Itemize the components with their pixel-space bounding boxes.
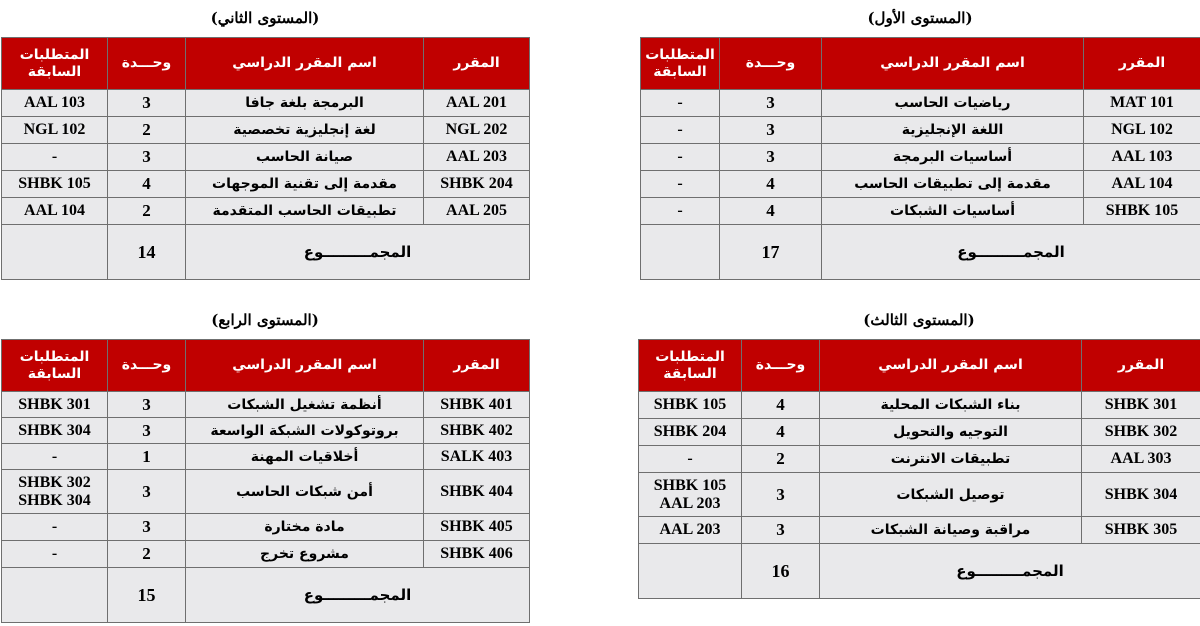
- table-row: [639, 517, 1200, 544]
- prereq-line: AAL 203: [659, 494, 721, 512]
- course-units: 2: [108, 541, 186, 568]
- course-name: اللغة الإنجليزية: [822, 117, 1084, 144]
- header-code: المقرر: [1082, 340, 1200, 392]
- course-prereq: [639, 473, 742, 517]
- level-3-table: [638, 339, 1200, 599]
- course-prereq: -: [639, 446, 742, 473]
- course-name: أمن شبكات الحاسب: [186, 470, 424, 514]
- course-prereq: -: [641, 90, 720, 117]
- table-row: [639, 446, 1200, 473]
- course-code: SHBK 405: [424, 514, 530, 541]
- course-code: AAL 203: [424, 144, 530, 171]
- course-units: 4: [720, 171, 822, 198]
- course-code: SHBK 304: [1082, 473, 1200, 517]
- header-units: وحـــدة: [742, 340, 820, 392]
- table-row: [639, 473, 1200, 517]
- course-name: لغة إنجليزية تخصصية: [186, 117, 424, 144]
- header-prereq: المتطلبات السابقة: [641, 38, 720, 90]
- course-name: أخلاقيات المهنة: [186, 444, 424, 470]
- course-prereq: -: [2, 541, 108, 568]
- course-units: 2: [108, 198, 186, 225]
- course-prereq: -: [641, 117, 720, 144]
- total-empty-cell: [2, 225, 108, 280]
- prereq-line: SHBK 302: [18, 473, 91, 491]
- header-code: المقرر: [1084, 38, 1200, 90]
- table-header: [639, 340, 1200, 392]
- course-code: SHBK 402: [424, 418, 530, 444]
- course-units: 3: [108, 418, 186, 444]
- course-units: 2: [742, 446, 820, 473]
- total-units: 16: [742, 544, 820, 599]
- course-prereq: SHBK 105: [2, 171, 108, 198]
- table-row: [641, 198, 1200, 225]
- course-units: 4: [742, 392, 820, 419]
- table-row: [2, 514, 530, 541]
- table-row: [641, 90, 1200, 117]
- table-header: [2, 38, 530, 90]
- course-code: SHBK 105: [1084, 198, 1200, 225]
- table-row: [641, 144, 1200, 171]
- total-label: المجمـــــــــوع: [186, 568, 530, 623]
- table-row: [2, 90, 530, 117]
- level-3-title: (المستوى الثالث): [863, 311, 975, 329]
- course-code: SHBK 301: [1082, 392, 1200, 419]
- course-units: 3: [108, 144, 186, 171]
- total-label: المجمـــــــــوع: [186, 225, 530, 280]
- course-units: 3: [720, 117, 822, 144]
- course-code: SHBK 401: [424, 392, 530, 418]
- course-code: SHBK 404: [424, 470, 530, 514]
- course-name: أساسيات البرمجة: [822, 144, 1084, 171]
- course-prereq: SHBK 301: [2, 392, 108, 418]
- table-row: [2, 144, 530, 171]
- course-name: توصيل الشبكات: [820, 473, 1082, 517]
- course-prereq: AAL 203: [639, 517, 742, 544]
- course-units: 4: [108, 171, 186, 198]
- course-name: مراقبة وصيانة الشبكات: [820, 517, 1082, 544]
- prereq-line: SHBK 304: [18, 491, 91, 509]
- course-code: SHBK 406: [424, 541, 530, 568]
- total-empty-cell: [641, 225, 720, 280]
- course-name: بناء الشبكات المحلية: [820, 392, 1082, 419]
- course-prereq: SHBK 105: [639, 392, 742, 419]
- header-name: اسم المقرر الدراسي: [822, 38, 1084, 90]
- course-code: AAL 205: [424, 198, 530, 225]
- course-prereq: NGL 102: [2, 117, 108, 144]
- course-prereq: SHBK 304: [2, 418, 108, 444]
- table-row: [639, 419, 1200, 446]
- table-row: [2, 117, 530, 144]
- table-row: [2, 198, 530, 225]
- header-units: وحـــدة: [108, 38, 186, 90]
- table-row: [2, 470, 530, 514]
- course-name: صيانة الحاسب: [186, 144, 424, 171]
- header-name: اسم المقرر الدراسي: [186, 340, 424, 392]
- course-name: التوجيه والتحويل: [820, 419, 1082, 446]
- course-name: أساسيات الشبكات: [822, 198, 1084, 225]
- course-units: 2: [108, 117, 186, 144]
- course-name: تطبيقات الانترنت: [820, 446, 1082, 473]
- total-units: 14: [108, 225, 186, 280]
- course-name: مشروع تخرج: [186, 541, 424, 568]
- table-row: [639, 392, 1200, 419]
- header-code: المقرر: [424, 38, 530, 90]
- course-prereq: -: [2, 514, 108, 541]
- course-units: 4: [742, 419, 820, 446]
- course-name: البرمجة بلغة جافا: [186, 90, 424, 117]
- course-prereq: SHBK 204: [639, 419, 742, 446]
- table-row: [641, 171, 1200, 198]
- course-code: AAL 201: [424, 90, 530, 117]
- course-code: AAL 303: [1082, 446, 1200, 473]
- header-code: المقرر: [424, 340, 530, 392]
- course-code: NGL 102: [1084, 117, 1200, 144]
- course-name: رياضيات الحاسب: [822, 90, 1084, 117]
- table-row: [2, 418, 530, 444]
- course-units: 3: [108, 90, 186, 117]
- table-header: [2, 340, 530, 392]
- total-row: [2, 225, 530, 280]
- table-row: [2, 541, 530, 568]
- course-units: 3: [742, 473, 820, 517]
- course-code: MAT 101: [1084, 90, 1200, 117]
- course-prereq: -: [2, 444, 108, 470]
- table-row: [2, 392, 530, 418]
- header-units: وحـــدة: [720, 38, 822, 90]
- course-name: مقدمة إلى تطبيقات الحاسب: [822, 171, 1084, 198]
- course-name: تطبيقات الحاسب المتقدمة: [186, 198, 424, 225]
- total-row: [639, 544, 1200, 599]
- course-code: SALK 403: [424, 444, 530, 470]
- level-4-title: (المستوى الرابع): [211, 311, 319, 329]
- course-prereq: -: [641, 198, 720, 225]
- course-code: SHBK 302: [1082, 419, 1200, 446]
- table-row: [2, 171, 530, 198]
- course-name: بروتوكولات الشبكة الواسعة: [186, 418, 424, 444]
- course-name: مادة مختارة: [186, 514, 424, 541]
- course-code: AAL 103: [1084, 144, 1200, 171]
- total-row: [641, 225, 1200, 280]
- total-label: المجمـــــــــوع: [820, 544, 1200, 599]
- level-2-title: (المستوى الثاني): [210, 9, 320, 27]
- level-4-table: [1, 339, 530, 623]
- course-units: 4: [720, 198, 822, 225]
- table-row: [2, 444, 530, 470]
- header-units: وحـــدة: [108, 340, 186, 392]
- course-units: 3: [720, 144, 822, 171]
- level-1-title: (المستوى الأول): [867, 9, 973, 27]
- course-prereq: -: [2, 144, 108, 171]
- level-2-table: [1, 37, 530, 280]
- header-prereq: المتطلبات السابقة: [2, 38, 108, 90]
- prereq-line: SHBK 105: [653, 476, 727, 494]
- course-units: 3: [742, 517, 820, 544]
- table-header: [641, 38, 1200, 90]
- total-units: 17: [720, 225, 822, 280]
- course-prereq: -: [641, 171, 720, 198]
- level-1-table: [640, 37, 1200, 280]
- course-prereq: [2, 470, 108, 514]
- course-prereq: -: [641, 144, 720, 171]
- header-prereq: المتطلبات السابقة: [2, 340, 108, 392]
- course-code: SHBK 305: [1082, 517, 1200, 544]
- course-code: AAL 104: [1084, 171, 1200, 198]
- total-label: المجمـــــــــوع: [822, 225, 1200, 280]
- course-code: SHBK 204: [424, 171, 530, 198]
- course-units: 3: [108, 392, 186, 418]
- course-prereq: AAL 104: [2, 198, 108, 225]
- total-empty-cell: [639, 544, 742, 599]
- table-row: [641, 117, 1200, 144]
- course-units: 1: [108, 444, 186, 470]
- total-row: [2, 568, 530, 623]
- course-prereq: AAL 103: [2, 90, 108, 117]
- header-name: اسم المقرر الدراسي: [186, 38, 424, 90]
- course-code: NGL 202: [424, 117, 530, 144]
- header-prereq: المتطلبات السابقة: [639, 340, 742, 392]
- header-name: اسم المقرر الدراسي: [820, 340, 1082, 392]
- course-name: أنظمة تشغيل الشبكات: [186, 392, 424, 418]
- total-empty-cell: [2, 568, 108, 623]
- course-units: 3: [108, 514, 186, 541]
- course-name: مقدمة إلى تقنية الموجهات: [186, 171, 424, 198]
- course-units: 3: [720, 90, 822, 117]
- course-units: 3: [108, 470, 186, 514]
- total-units: 15: [108, 568, 186, 623]
